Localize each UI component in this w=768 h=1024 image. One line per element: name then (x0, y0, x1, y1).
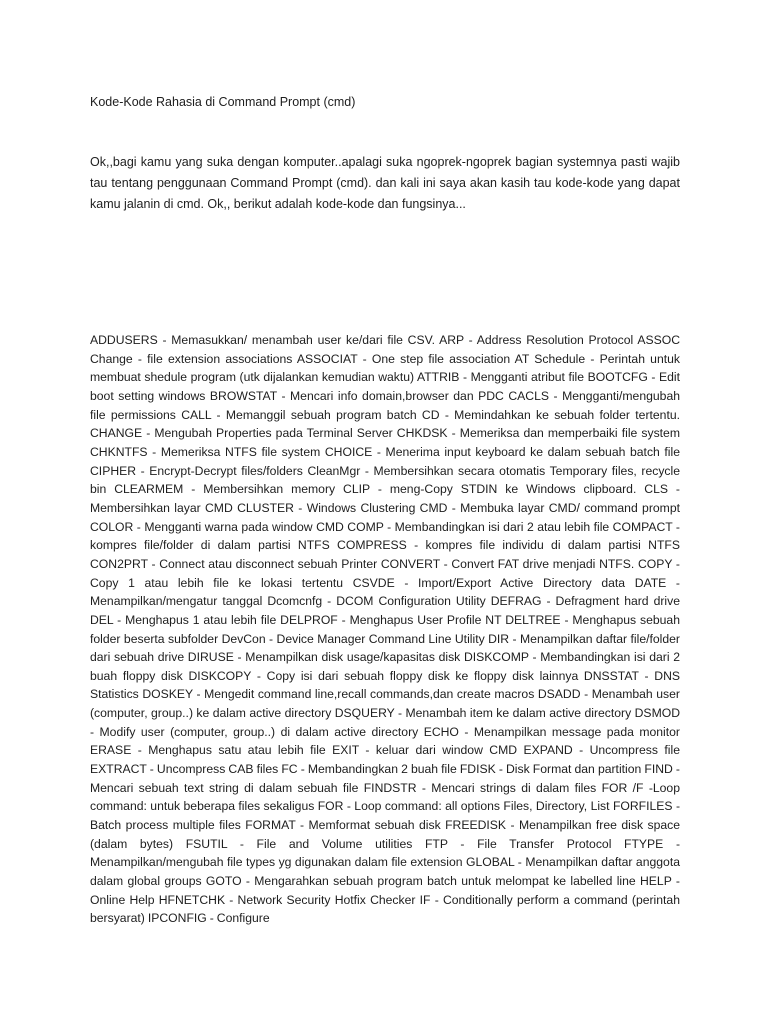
document-title: Kode-Kode Rahasia di Command Prompt (cmd) (90, 95, 356, 109)
command-list-paragraph: ADDUSERS - Memasukkan/ menambah user ke/dari file CSV. ARP - Address Resolution Protocol ASSOC Change - file extension associations ASSOCIAT - One step file association AT Schedule - Perintah untuk membuat shedule program (utk dijalankan kemudian waktu) ATTRIB - Mengganti atribut file BOOTCFG - Edit boot setting windows BROWSTAT - Mencari info domain,browser dan PDC CACLS - Mengganti/mengubah file permissions CALL - Memanggil sebuah program batch CD - Memindahkan ke sebuah folder tertentu. CHANGE - Mengubah Properties pada Terminal Server CHKDSK - Memeriksa dan memperbaiki file system CHKNTFS - Memeriksa NTFS file system CHOICE - Menerima input keyboard ke dalam sebuah batch file CIPHER - Encrypt-Decrypt files/folders CleanMgr - Membersihkan secara otomatis Temporary files, recycle bin CLEARMEM - Membersihkan memory CLIP - meng-Copy STDIN ke Windows clipboard. CLS - Membersihkan layar CMD CLUSTER - Windows Clustering CMD - Membuka layar CMD/ command prompt COLOR - Mengganti warna pada window CMD COMP - Membandingkan isi dari 2 atau lebih file COMPACT - kompres file/folder di dalam partisi NTFS COMPRESS - kompres file individu di dalam partisi NTFS CON2PRT - Connect atau disconnect sebuah Printer CONVERT - Convert FAT drive menjadi NTFS. COPY - Copy 1 atau lebih file ke lokasi tertentu CSVDE - Import/Export Active Directory data DATE - Menampilkan/mengatur tanggal Dcomcnfg - DCOM Configuration Utility DEFRAG - Defragment hard drive DEL - Menghapus 1 atau lebih file DELPROF - Menghapus User Profile NT DELTREE - Menghapus sebuah folder beserta subfolder DevCon - Device Manager Command Line Utility DIR - Menampilkan daftar file/folder dari sebuah drive DIRUSE - Menampilkan disk usage/kapasitas disk DISKCOMP - Membandingkan isi dari 2 buah floppy disk DISKCOPY - Copy isi dari sebuah floppy disk ke floppy disk lainnya DNSSTAT - DNS Statistics DOSKEY - Mengedit command line,recall commands,dan create macros DSADD - Menambah user (computer, group..) ke dalam active directory DSQUERY - Menambah item ke dalam active directory DSMOD - Modify user (computer, group..) di dalam active directory ECHO - Menampilkan message pada monitor ERASE - Menghapus satu atau lebih file EXIT - keluar dari window CMD EXPAND - Uncompress file EXTRACT - Uncompress CAB files FC - Membandingkan 2 buah file FDISK - Disk Format dan partition FIND - Mencari sebuah text string di dalam sebuah file FINDSTR - Mencari strings di dalam files FOR /F -Loop command: untuk beberapa files sekaligus FOR - Loop command: all options Files, Directory, List FORFILES - Batch process multiple files FORMAT - Memformat sebuah disk FREEDISK - Menampilkan free disk space (dalam bytes) FSUTIL - File and Volume utilities FTP - File Transfer Protocol FTYPE - Menampilkan/mengubah file types yg digunakan dalam file extension GLOBAL - Menampilkan daftar anggota dalam global groups GOTO - Mengarahkan sebuah program batch untuk melompat ke labelled line HELP - Online Help HFNETCHK - Network Security Hotfix Checker IF - Conditionally perform a command (perintah bersyarat) IPCONFIG - Configure (90, 333, 680, 926)
document-page (90, 0, 680, 1024)
intro-paragraph: Ok,,bagi kamu yang suka dengan komputer..apalagi suka ngoprek-ngoprek bagian systemnya pasti wajib tau tentang penggunaan Command Prompt (cmd). dan kali ini saya akan kasih tau kode-kode yang dapat kamu jalanin di cmd. Ok,, berikut adalah kode-kode dan fungsinya... (90, 155, 680, 211)
